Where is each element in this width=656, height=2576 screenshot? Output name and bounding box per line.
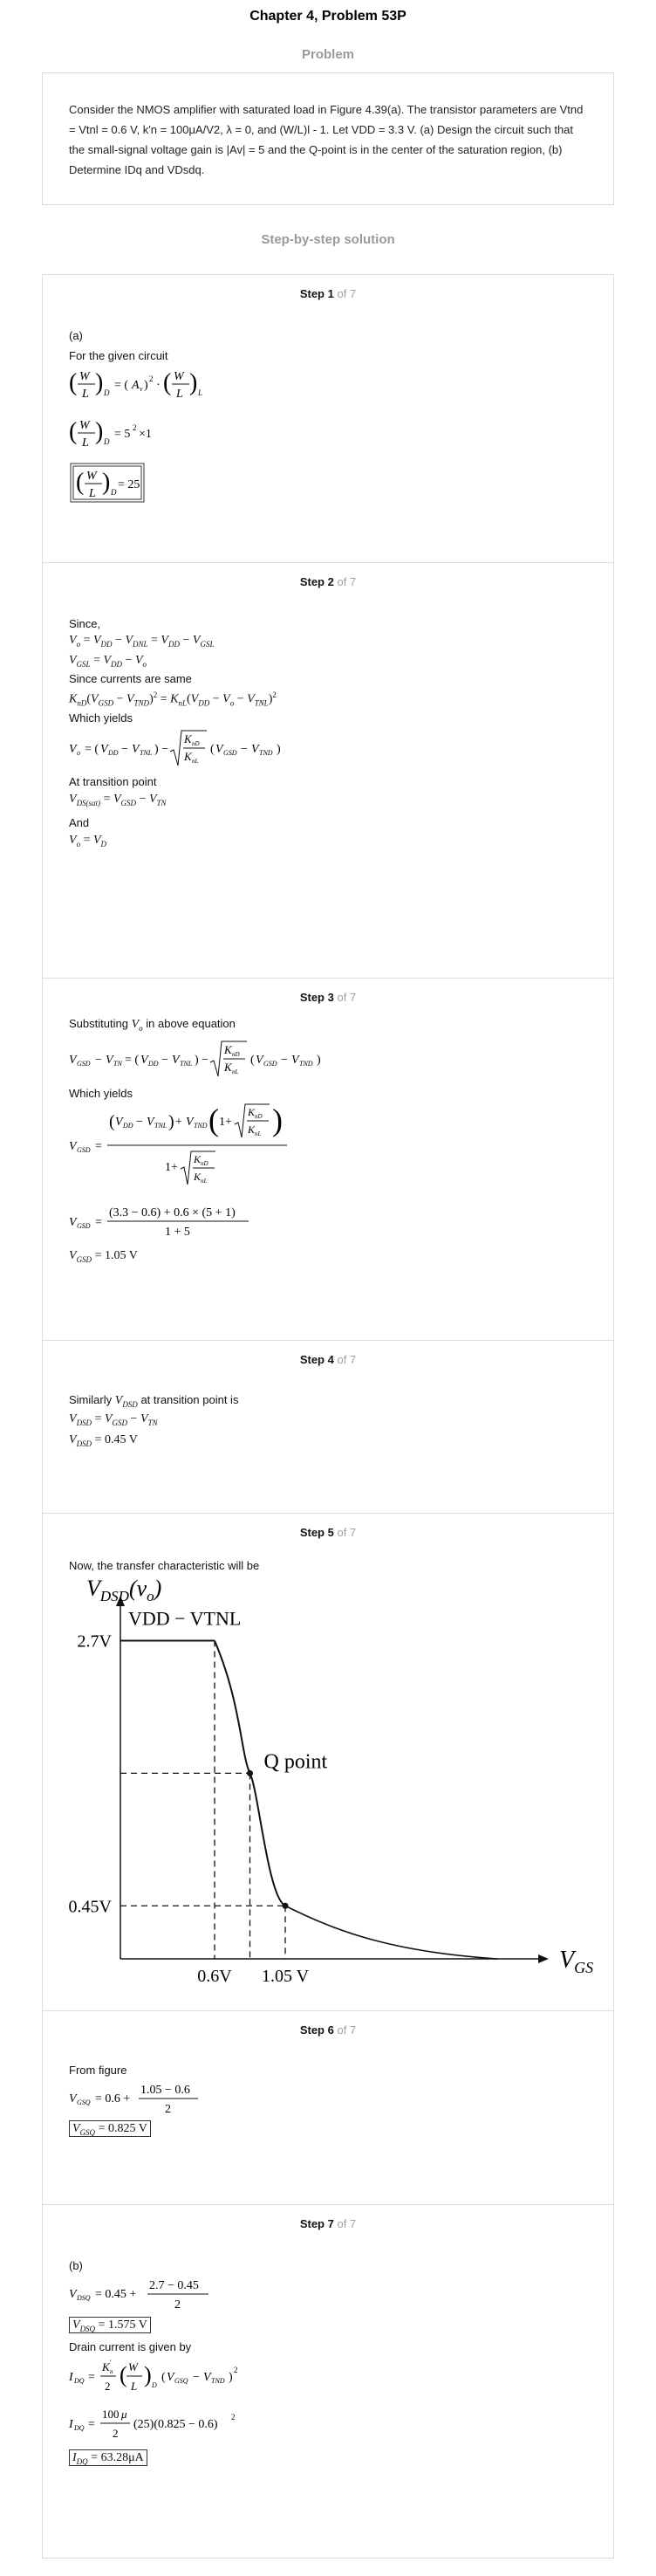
step-6-count: of 7: [337, 2023, 357, 2037]
svg-text:·: ·: [156, 379, 161, 392]
svg-text:K: K: [194, 1171, 202, 1183]
svg-text:−: −: [95, 1054, 102, 1067]
svg-text:2: 2: [105, 2380, 111, 2393]
svg-text:2: 2: [133, 423, 137, 432]
svg-text:′: ′: [110, 2359, 112, 2366]
svg-text:=: =: [95, 1216, 102, 1229]
svg-text:): ): [144, 2362, 152, 2387]
svg-text:GSD: GSD: [223, 749, 237, 757]
svg-text:(25)(0.825 − 0.6): (25)(0.825 − 0.6): [133, 2418, 218, 2431]
step-3-count: of 7: [337, 991, 357, 1004]
step-3-header: [43, 991, 613, 1004]
step-2-eq-5: $V_{DS(sat)} = V_{GSD} - V_{TN}$: [69, 793, 167, 807]
step-5-header: [43, 1526, 613, 1539]
step-7-eq-1: [69, 2273, 243, 2319]
step-3-eq-3: [69, 1200, 278, 1248]
svg-text:=: =: [95, 1140, 102, 1153]
svg-text:DD: DD: [108, 749, 119, 757]
svg-text:DQ: DQ: [74, 2424, 85, 2432]
svg-text:): ): [189, 369, 198, 396]
svg-text:GSD: GSD: [77, 1222, 91, 1230]
problem-text: Consider the NMOS amplifier with saturated load in Figure 4.39(a). The transistor parameters are Vtnd = Vtnl = 0.6 V, k′n = 100μA/V2, λ = 0, and (W/L)l - 1. Let VDD = 3.3 V. (a) Design the circuit such that the small-signal voltage gain is |Av| = 5 and the Q-point is in the center of the saturation region, (b) Determine IDq and VDsdq.: [69, 103, 584, 176]
svg-text:D: D: [152, 2381, 157, 2389]
svg-text:nD: nD: [201, 1160, 208, 1167]
step-2-eq-4-graphic: [69, 727, 322, 771]
svg-text:K: K: [224, 1043, 232, 1056]
svg-text:): ): [168, 1112, 174, 1131]
step-1-line-given: For the given circuit: [69, 349, 168, 362]
svg-text:v: v: [140, 385, 143, 393]
x-tick-1-05: 1.05 V: [261, 1967, 310, 1986]
step-6-eq-1: [69, 2078, 243, 2124]
step-1-title: Step 1: [299, 287, 334, 300]
svg-text:): ): [144, 379, 148, 392]
chart-marks: [69, 1608, 497, 1987]
svg-text:A: A: [132, 379, 140, 392]
step-1: [43, 275, 613, 563]
svg-text:V: V: [140, 1054, 148, 1067]
transition-point-marker: [283, 1903, 289, 1909]
svg-text:V: V: [291, 1054, 299, 1067]
svg-text:= (: = (: [85, 743, 99, 756]
step-7-title: Step 7: [299, 2217, 334, 2230]
svg-text:): ): [229, 2371, 233, 2384]
step-5-title: Step 5: [299, 1526, 334, 1539]
step-3-eq-2: [69, 1101, 331, 1201]
svg-text:1+: 1+: [219, 1116, 232, 1129]
svg-text:) −: ) −: [195, 1054, 209, 1067]
x-axis-label: $V_{GS}$: [559, 1947, 594, 1976]
svg-text:TND: TND: [259, 749, 273, 757]
svg-text:D: D: [104, 437, 110, 446]
svg-text:W: W: [79, 370, 90, 383]
x-axis-arrow: [538, 1954, 549, 1963]
svg-text:V: V: [69, 1140, 77, 1153]
svg-text:W: W: [174, 370, 184, 383]
svg-text:−: −: [136, 1116, 143, 1129]
step-2-eq-3: $K_{nD}(V_{GSD} - V_{TND})^2 = K_{nL}(V_{DD} - V_o - V_{TNL})^2$: [69, 690, 277, 708]
step-7-line-drain: Drain current is given by: [69, 2340, 192, 2353]
svg-text:=: =: [88, 2418, 95, 2431]
svg-text:−: −: [161, 1054, 168, 1067]
y-tick-0-45: 0.45V: [68, 1897, 112, 1917]
svg-text:V: V: [69, 2092, 77, 2105]
step-2-header: [43, 575, 613, 588]
svg-text:V: V: [256, 1054, 263, 1067]
step-2: [43, 563, 613, 979]
step-1-line-a: (a): [69, 329, 83, 342]
svg-text:= 25: = 25: [118, 478, 140, 491]
step-4-line-similarly: [69, 1393, 238, 1409]
step-1-eq-2: [69, 413, 217, 457]
step-7-eq-3: [69, 2355, 296, 2403]
svg-text:) −: ) −: [154, 743, 169, 756]
svg-text:TND: TND: [211, 2377, 225, 2385]
problem-heading: Problem: [301, 47, 354, 62]
svg-text:2: 2: [174, 2298, 181, 2312]
step-2-line-yields: Which yields: [69, 711, 133, 725]
step-2-eq-1: $V_o = V_{DD} - V_{DNL} = V_{DD} - V_{GSL}$: [69, 634, 215, 649]
svg-text:(: (: [210, 743, 215, 756]
step-7-eq-5-boxed: $I_{DQ} = 63.28\mu A$: [69, 2451, 147, 2466]
svg-text:= 0.45 +: = 0.45 +: [95, 2288, 137, 2301]
step-3-equation-label: in above equation: [146, 1017, 236, 1030]
svg-text:2: 2: [113, 2427, 119, 2440]
step-4-similarly-label: Similarly: [69, 1393, 113, 1406]
step-2-line-and: And: [69, 816, 90, 829]
svg-text:GSQ: GSQ: [77, 2099, 91, 2106]
step-3-eq-3-graphic: [69, 1200, 278, 1244]
step-2-eq-4: [69, 727, 322, 775]
step-6-title: Step 6: [299, 2023, 334, 2037]
y-tick-2-7: 2.7V: [77, 1631, 112, 1652]
svg-text:TN: TN: [113, 1060, 122, 1068]
svg-text:(: (: [250, 1054, 255, 1067]
svg-text:GSQ: GSQ: [174, 2377, 188, 2385]
svg-text:nL: nL: [232, 1068, 239, 1075]
svg-text:V: V: [172, 1054, 180, 1067]
svg-text:V: V: [203, 2371, 211, 2384]
step-5-line-transfer: Now, the transfer characteristic will be: [69, 1559, 260, 1572]
svg-text:nL: nL: [192, 758, 199, 765]
svg-text:L: L: [82, 436, 89, 450]
svg-text:1+: 1+: [165, 1161, 178, 1174]
svg-text:= 5: = 5: [114, 428, 131, 441]
svg-text:+: +: [175, 1116, 182, 1129]
svg-text:DQ: DQ: [74, 2377, 85, 2385]
svg-text:1.05 − 0.6: 1.05 − 0.6: [140, 2084, 190, 2097]
problem-box: [42, 72, 614, 205]
svg-text:(: (: [109, 1112, 115, 1131]
svg-text:(3.3 − 0.6) + 0.6 × (5 + 1): (3.3 − 0.6) + 0.6 × (5 + 1): [109, 1206, 236, 1219]
svg-text:(: (: [208, 1103, 219, 1137]
svg-text:2.7 − 0.45: 2.7 − 0.45: [149, 2279, 199, 2292]
svg-text:TNL: TNL: [140, 749, 153, 757]
curve-tail-segment: [285, 1906, 497, 1959]
step-5: [43, 1514, 613, 2011]
step-4-eq-2: $V_{DSD} = 0.45$ V: [69, 1433, 138, 1448]
q-point-label: Q point: [263, 1750, 328, 1774]
svg-text:W: W: [79, 419, 90, 432]
step-6-line-from-figure: From figure: [69, 2064, 127, 2077]
svg-text:L: L: [82, 388, 89, 401]
svg-text:GSD: GSD: [263, 1060, 277, 1068]
svg-text:−: −: [241, 743, 248, 756]
svg-text:V: V: [147, 1116, 154, 1129]
svg-text:μ: μ: [121, 2408, 127, 2421]
step-1-eq-1-graphic: [69, 364, 217, 404]
step-7-eq-3-graphic: [69, 2355, 296, 2399]
step-3-line-yields: Which yields: [69, 1087, 133, 1100]
step-7-header: [43, 2217, 613, 2230]
svg-text:2: 2: [165, 2103, 171, 2116]
step-2-line-currents: Since currents are same: [69, 672, 192, 685]
svg-text:nL: nL: [201, 1178, 208, 1185]
step-6-eq-1-graphic: [69, 2078, 243, 2119]
svg-text:L: L: [89, 487, 96, 500]
curve-label: VDD − VTNL: [128, 1607, 242, 1630]
svg-text:D: D: [111, 488, 117, 497]
step-3-eq-2-graphic: [69, 1101, 331, 1197]
step-6-header: [43, 2023, 613, 2037]
svg-text:=: =: [88, 2371, 95, 2384]
step-4-count: of 7: [337, 1353, 357, 1366]
svg-text:W: W: [86, 470, 97, 483]
step-7-eq-4-graphic: [69, 2402, 296, 2446]
svg-text:(: (: [76, 469, 85, 496]
svg-text:V: V: [186, 1116, 194, 1129]
svg-text:DD: DD: [148, 1060, 159, 1068]
step-3-line-substituting: [69, 1017, 236, 1033]
step-4-eq-1: $V_{DSD} = V_{GSD} - V_{TN}$: [69, 1412, 158, 1427]
svg-text:W: W: [128, 2360, 138, 2373]
svg-text:K: K: [248, 1106, 256, 1118]
svg-text:nD: nD: [192, 740, 200, 747]
svg-text:): ): [277, 743, 281, 756]
svg-text:GSD: GSD: [77, 1060, 91, 1068]
step-7-eq-2-boxed: $V_{DSQ} = 1.575$ V: [69, 2318, 151, 2333]
page-title: Chapter 4, Problem 53P: [249, 9, 407, 24]
svg-text:×1: ×1: [139, 428, 152, 441]
step-1-eq-1: [69, 364, 217, 409]
svg-text:= 0.6 +: = 0.6 +: [95, 2092, 131, 2105]
svg-text:): ): [272, 1103, 283, 1137]
y-axis-label: $V_{DSD}(v_o)$: [86, 1577, 162, 1604]
step-1-eq-3-graphic: [69, 462, 147, 505]
svg-text:V: V: [69, 1216, 77, 1229]
step-7-eq-1-graphic: [69, 2273, 243, 2315]
step-3-substituting-label: Substituting: [69, 1017, 128, 1030]
svg-text:V: V: [167, 2371, 174, 2384]
step-1-eq-3-boxed: [69, 462, 147, 510]
svg-text:I: I: [69, 2371, 73, 2384]
svg-text:K: K: [184, 732, 192, 745]
step-5-count: of 7: [337, 1526, 357, 1539]
svg-text:): ): [95, 418, 104, 445]
svg-text:(: (: [163, 369, 172, 396]
svg-text:V: V: [69, 2288, 77, 2301]
svg-text:V: V: [251, 743, 259, 756]
step-3: [43, 979, 613, 1341]
svg-text:K: K: [248, 1123, 256, 1136]
svg-text:nD: nD: [232, 1051, 240, 1058]
svg-text:V: V: [115, 1116, 123, 1129]
step-3-eq-1: [69, 1038, 357, 1086]
transfer-characteristic-chart: [51, 1577, 610, 2004]
svg-text:o: o: [77, 749, 80, 757]
step-4: [43, 1341, 613, 1514]
solution-steps: [42, 274, 614, 2559]
svg-text:(: (: [69, 418, 78, 445]
step-7-count: of 7: [337, 2217, 357, 2230]
step-2-line-transition: At transition point: [69, 775, 157, 788]
step-3-vo-inline: $V_o$: [131, 1018, 143, 1033]
step-4-vdsd-inline: $V_{DSD}$: [114, 1394, 138, 1409]
x-tick-0-6: 0.6V: [197, 1967, 232, 1986]
step-1-header: [43, 287, 613, 300]
svg-text:nL: nL: [255, 1130, 262, 1137]
svg-text:K: K: [224, 1061, 232, 1074]
svg-text:V: V: [69, 743, 77, 756]
svg-text:): ): [102, 469, 111, 496]
svg-text:V: V: [132, 743, 140, 756]
svg-text:DD: DD: [123, 1122, 133, 1130]
step-7: [43, 2205, 613, 2559]
svg-text:): ): [317, 1054, 321, 1067]
step-4-title: Step 4: [299, 1353, 334, 1366]
svg-text:K: K: [184, 750, 192, 763]
svg-text:TND: TND: [299, 1060, 313, 1068]
svg-text:I: I: [69, 2418, 73, 2431]
step-6: [43, 2011, 613, 2205]
svg-text:2: 2: [234, 2366, 238, 2374]
svg-text:(: (: [120, 2362, 127, 2387]
svg-text:TNL: TNL: [154, 1122, 167, 1130]
svg-text:L: L: [198, 388, 203, 397]
svg-text:): ): [95, 369, 104, 396]
svg-text:V: V: [100, 743, 108, 756]
svg-text:TND: TND: [194, 1122, 208, 1130]
q-point-marker: [247, 1770, 253, 1776]
step-1-eq-2-graphic: [69, 413, 217, 453]
svg-text:100: 100: [102, 2408, 120, 2421]
svg-text:D: D: [104, 388, 110, 397]
svg-text:−: −: [193, 2371, 200, 2384]
svg-text:= (: = (: [125, 1054, 140, 1067]
step-7-eq-4: [69, 2402, 296, 2450]
step-7-line-b: (b): [69, 2259, 83, 2272]
step-3-eq-1-graphic: [69, 1038, 357, 1082]
step-6-eq-2-boxed: $V_{GSQ} = 0.825$ V: [69, 2122, 151, 2137]
step-4-header: [43, 1353, 613, 1366]
svg-text:(: (: [69, 369, 78, 396]
svg-text:2: 2: [231, 2413, 236, 2421]
svg-text:V: V: [215, 743, 223, 756]
svg-text:K: K: [194, 1153, 202, 1165]
svg-text:TNL: TNL: [180, 1060, 193, 1068]
step-3-eq-4: $V_{GSD} = 1.05$ V: [69, 1249, 138, 1264]
svg-text:−: −: [281, 1054, 288, 1067]
svg-text:L: L: [131, 2380, 138, 2393]
svg-text:(: (: [161, 2371, 166, 2384]
svg-text:GSD: GSD: [77, 1146, 91, 1154]
svg-text:L: L: [176, 388, 183, 401]
svg-text:K: K: [102, 2360, 110, 2373]
step-2-line-since: Since,: [69, 617, 101, 630]
svg-text:1 + 5: 1 + 5: [165, 1226, 190, 1239]
svg-text:2: 2: [149, 374, 154, 383]
step-2-title: Step 2: [299, 575, 334, 588]
step-1-count: of 7: [337, 287, 357, 300]
chart-axes: [116, 1596, 549, 1963]
svg-text:−: −: [121, 743, 128, 756]
svg-text:nD: nD: [255, 1113, 263, 1120]
step-2-eq-6: $V_o = V_D$: [69, 834, 107, 848]
step-3-title: Step 3: [299, 991, 334, 1004]
svg-text:V: V: [69, 1054, 77, 1067]
svg-text:DSQ: DSQ: [77, 2294, 91, 2302]
step-4-transition-label: at transition point is: [140, 1393, 239, 1406]
step-2-eq-2: $V_{GSL} = V_{DD} - V_o$: [69, 654, 147, 669]
step-2-count: of 7: [337, 575, 357, 588]
svg-text:= (: = (: [114, 379, 129, 392]
solution-heading: Step-by-step solution: [261, 232, 395, 247]
svg-text:n: n: [110, 2368, 113, 2375]
svg-text:V: V: [106, 1054, 113, 1067]
